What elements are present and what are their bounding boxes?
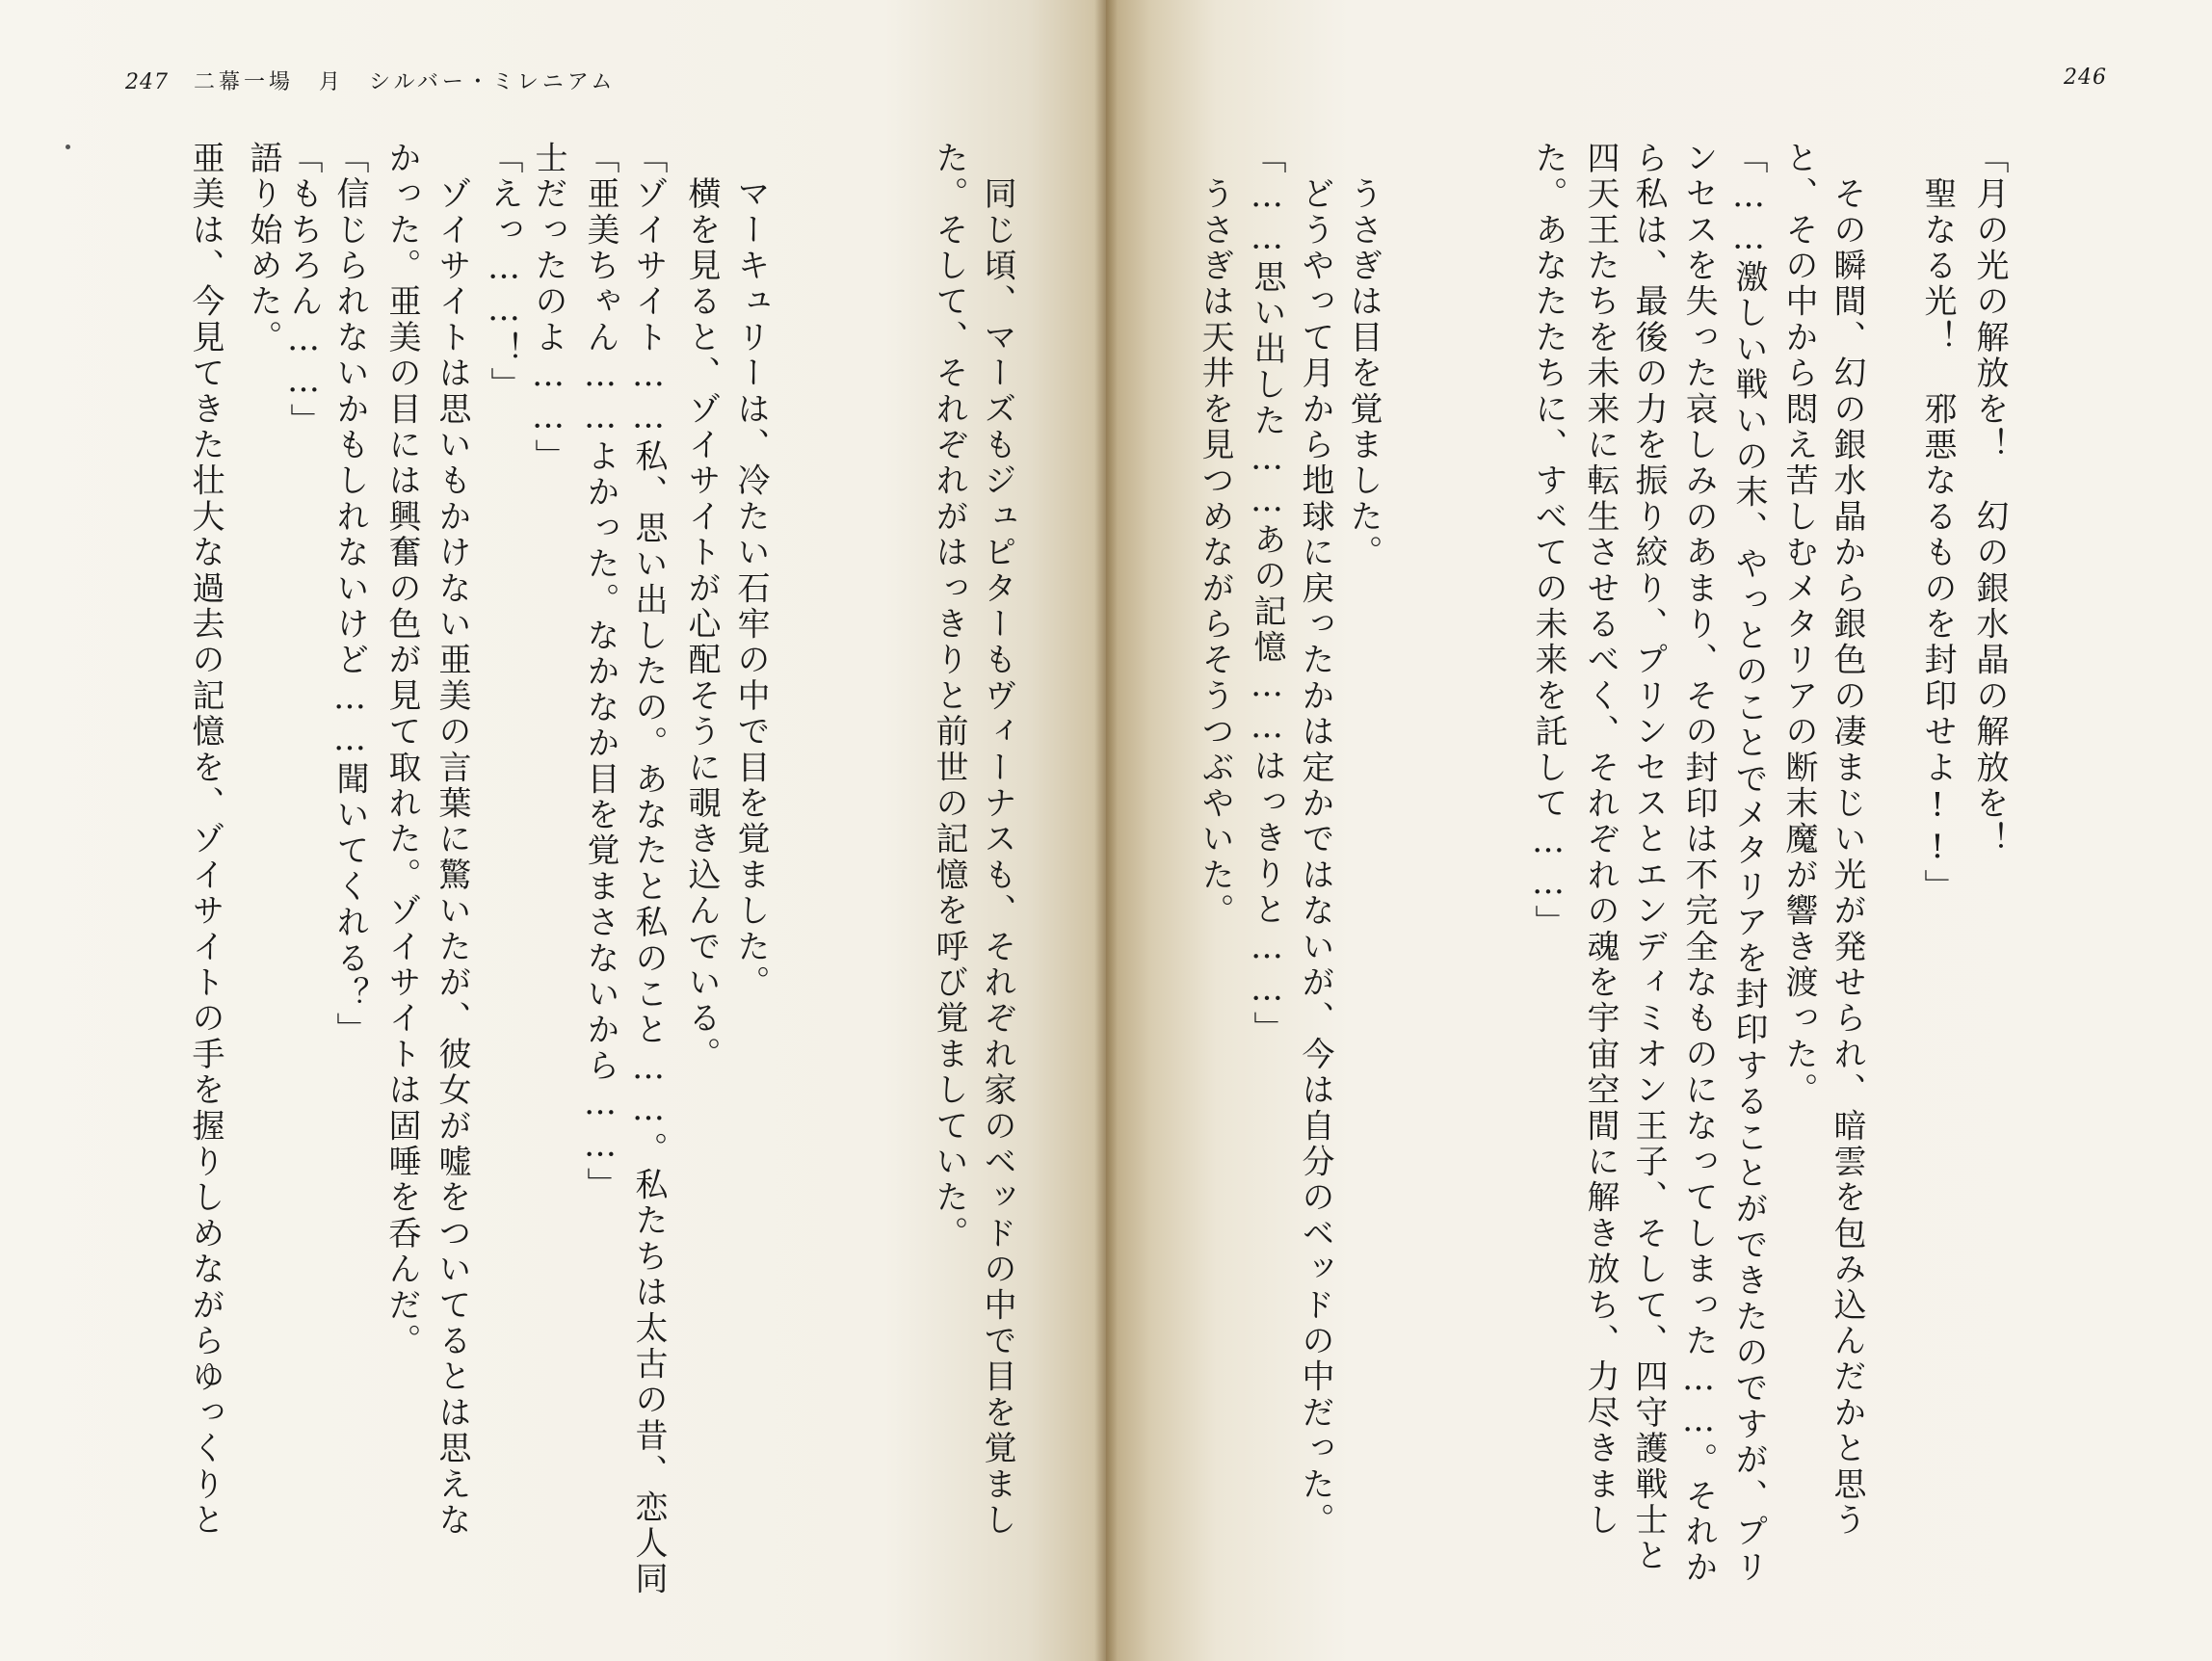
text-line: うさぎは目を覚ました。 — [1344, 141, 1382, 571]
text-line: どうやって月から地球に戻ったかは定かではないが、今は自分のベッドの中だった。 — [1296, 141, 1334, 1539]
text-line: と、その中から悶え苦しむメタリアの断末魔が響き渡った。 — [1779, 141, 1818, 1109]
text-line: ら私は、最後の力を振り絞り、プリンセスとエンディミオン王子、そして、四守護戦士と — [1629, 141, 1668, 1574]
text-line: その瞬間、幻の銀水晶から銀色の凄まじい光が発せられ、暗雲を包み込んだかと思う — [1828, 141, 1866, 1539]
ink-speck — [66, 145, 70, 149]
text-line: 「信じられないかもしれないけど……聞いてくれる？」 — [330, 141, 369, 1048]
text-line: 「月の光の解放を！ 幻の銀水晶の解放を！ — [1970, 141, 2009, 857]
text-line: 亜美は、今見てきた壮大な過去の記憶を、ゾイサイトの手を握りしめながらゆっくりと — [186, 141, 224, 1539]
text-line: 「えっ……！」 — [485, 141, 523, 404]
text-line: 四天王たちを未来に転生させるべく、それぞれの魂を宇宙空間に解き放ち、力尽きまし — [1581, 141, 1620, 1539]
running-title: 二幕一場 月 シルバー・ミレニアム — [194, 70, 617, 94]
text-line: 同じ頃、マーズもジュピターもヴィーナスも、それぞれ家のベッドの中で目を覚まし — [978, 141, 1016, 1539]
left-page-header — [125, 66, 616, 95]
text-line: かった。亜美の目には興奮の色が見て取れた。ゾイサイトは固唾を呑んだ。 — [382, 141, 421, 1359]
right-page-number: 246 — [2064, 66, 2107, 90]
text-line: 「ゾイサイト……私、思い出したの。あなたと私のこと……。私たちは太古の昔、恋人同 — [629, 141, 668, 1597]
left-page-number: 247 — [125, 70, 169, 94]
book-gutter — [1094, 0, 1118, 1661]
text-line: た。そして、それぞれがはっきりと前世の記憶を呼び覚ましていた。 — [930, 141, 968, 1252]
text-line: 聖なる光！ 邪悪なるものを封印せよ!!」 — [1918, 141, 1957, 906]
text-line: 「……思い出した……あの記憶……はっきりと……」 — [1248, 141, 1286, 1047]
text-line: マーキュリーは、冷たい石牢の中で目を覚ました。 — [731, 141, 770, 1001]
text-line: ンセスを失った哀しみのあまり、その封印は不完全なものになってしまった……。それか — [1679, 141, 1718, 1586]
text-line: た。あなたたちに、すべての未来を託して……」 — [1529, 141, 1567, 941]
text-line: 語り始めた。 — [244, 141, 282, 356]
text-line: うさぎは天井を見つめながらそうつぶやいた。 — [1196, 141, 1234, 930]
text-line: ゾイサイトは思いもかけない亜美の言葉に驚いたが、彼女が嘘をついてるとは思えな — [433, 141, 471, 1539]
text-line: 「もちろん……」 — [284, 141, 323, 439]
text-line: 「……激しい戦いの末、やっとのことでメタリアを封印することができたのですが、プリ — [1729, 141, 1768, 1586]
text-line: 横を見ると、ゾイサイトが心配そうに覗き込んでいる。 — [682, 141, 721, 1073]
right-page — [1106, 0, 2212, 1661]
text-line: 士だったのよ……」 — [529, 141, 567, 475]
text-line: 「亜美ちゃん……よかった。なかなか目を覚まさないから……」 — [581, 141, 619, 1203]
